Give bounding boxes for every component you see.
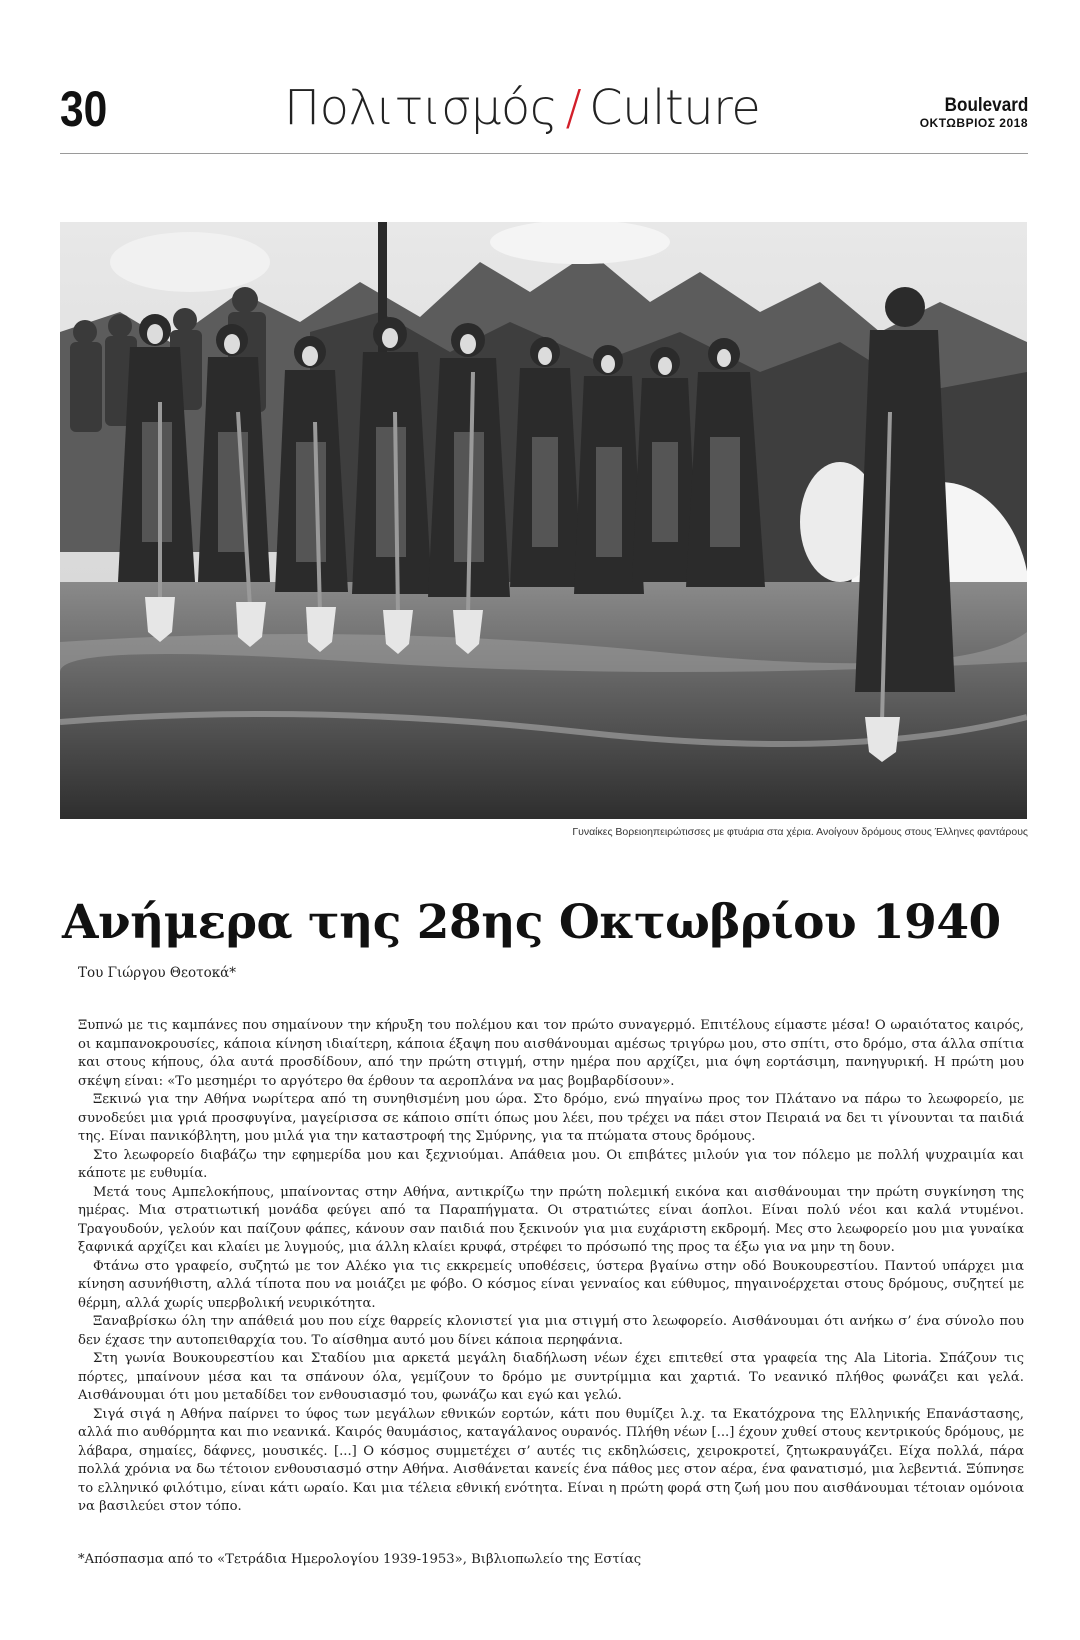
body-paragraph: Σιγά σιγά η Αθήνα παίρνει το ύφος των μεγάλων εθνικών εορτών, κάτι που θυμίζει λ.χ. τα Εκατόχρονα της Ελληνικής Επανάστασης, αλλά πιο αυθόρμητα και πιο νεανικά. Καιρός θαυμάσιος, καταγάλανος ουρανός. Πλήθη νέων [...] έχουν χυθεί στους κεντρικούς δρόμους, με λάβαρα, σημαίες, δάφνες, μουσικές. [...] Ο κόσμος συμμετέχει σ’ αυτές τις εκδηλώσεις, χειροκροτεί, ζητωκραυγάζει. Είχα πολλά, πάρα πολλά χρόνια να δω τέτοιον ενθουσιασμό στην Αθήνα. Αισθάνεται κανείς ένα πάθος μες στον αέρα, ένα φανατισμό, μια λεβεντιά. Ξύπνησε το ελληνικό φιλότιμο, είναι κάτι ωραίο. Και μια τέλεια εθνική ενότητα. Είναι η πρώτη φορά στη ζωή μου που αισθάνουμαι τέτοιαν ομόνοια να βασιλεύει στον τόπο. [78, 1406, 1024, 1514]
article-footnote: *Απόσπασμα από το «Τετράδια Ημερολογίου 1939-1953», Βιβλιοπωλείο της Εστίας [78, 1552, 642, 1567]
section-title-english: Culture [589, 80, 761, 136]
body-paragraph: Μετά τους Αμπελοκήπους, μπαίνοντας στην Αθήνα, αντικρίζω την πρώτη πολεμική εικόνα και αισθάνουμαι την πρώτη συγκίνηση της ημέρας. Μια στρατιωτική μονάδα φεύγει από τα Παραπήγματα. Οι στρατιώτες είναι άοπλοι. Είναι πολύ νέοι και καλά ντυμένοι. Τραγουδούν, γελούν και παίζουν φάπες, κάνουν σαν παιδιά που ξεκινούν για μια ευχάριστη εκδρομή. Μες στο λεωφορείο μου μια γυναίκα ξαφνικά αρχίζει και κλαίει με λυγμούς, μια άλλη κλαίει κρυφά, στρέφει το πρόσωπό της προς τα έξω για να μην τη δουν. [78, 1184, 1024, 1255]
issue-date: ΟΚΤΩΒΡΙΟΣ 2018 [919, 116, 1028, 130]
article-title: Ανήμερα της 28ης Οκτωβρίου 1940 [62, 895, 1001, 951]
article-photo [60, 222, 1027, 819]
page-number: 30 [60, 81, 108, 137]
photo-caption: Γυναίκες Βορειοηπειρώτισσες με φτυάρια στα χέρια. Ανοίγουν δρόμους στους Έλληνες φαντάρους [572, 826, 1028, 838]
article-body [78, 1017, 1024, 1517]
page-header [60, 82, 1028, 152]
publication-name: Boulevard [944, 95, 1028, 116]
publication-masthead [920, 96, 1028, 129]
section-title-greek: Πολιτισμός [284, 80, 558, 136]
header-divider [60, 153, 1028, 154]
body-paragraph: Ξεκινώ για την Αθήνα νωρίτερα από τη συνηθισμένη μου ώρα. Στο δρόμο, ενώ πηγαίνω προς τον Πλάτανο να πάρω το λεωφορείο, με συνοδεύει μια γριά προσφυγίνα, μαγείρισσα σε κάποιο σπίτι όπως μου λέει, που τρέχει να πάει στον Πειραιά να δει τι γίνουνται τα παιδιά της. Είναι πανικόβλητη, μου μιλά για την καταστροφή της Σμύρνης, για τα πτώματα στους δρόμους. [78, 1092, 1024, 1144]
section-separator: / [565, 80, 582, 136]
section-title [284, 80, 761, 136]
article-byline: Του Γιώργου Θεοτοκά* [78, 965, 237, 981]
body-paragraph: Ξυπνώ με τις καμπάνες που σημαίνουν την κήρυξη του πολέμου και τον πρώτο συναγερμό. Επιτέλους είμαστε μέσα! Ο ωραιότατος καιρός, οι καμπανοκρουσίες, κάποια κίνηση ιδιαίτερη, κάποια έξαψη που αισθάνουμαι αμέσως τριγύρω μου, στο σπίτι, στο δρόμο, στα άλλα σπίτια και στους κήπους, όλα αυτά προσδίδουν, από την πρώτη στιγμή, στην ημέρα που αρχίζει, μια όψη εορτάσιμη, πανηγυρική. Η πρώτη μου σκέψη είναι: «Το μεσημέρι το αργότερο θα έρθουν τα αεροπλάνα να μας βομβαρδίσουν». [78, 1018, 1024, 1089]
body-paragraph: Στο λεωφορείο διαβάζω την εφημερίδα μου και ξεχνιούμαι. Απάθεια μου. Οι επιβάτες μιλούν για τον πόλεμο με πολλή ψυχραιμία και κάποτε με ευθυμία. [78, 1147, 1024, 1181]
body-paragraph: Ξαναβρίσκω όλη την απάθειά μου που είχε θαρρείς κλονιστεί για μια στιγμή στο λεωφορείο. Αισθάνουμαι ότι ανήκω σ’ ένα σύνολο που δεν έχασε την αυτοπειθαρχία του. Το αίσθημα αυτό μου δίνει κάποια περηφάνια. [78, 1314, 1024, 1348]
body-paragraph: Φτάνω στο γραφείο, συζητώ με τον Αλέκο για τις εκκρεμείς υποθέσεις, ύστερα βγαίνω στην οδό Βουκουρεστίου. Παντού υπάρχει μια κίνηση ασυνήθιστη, αλλά τίποτα που να μοιάζει με φόβο. Ο κόσμος είναι γενναίος και εύθυμος, πηγαινοέρχεται στους δρόμους, συζητεί με θέρμη, αλλά χωρίς υπερβολική νευρικότητα. [78, 1258, 1024, 1311]
body-paragraph: Στη γωνία Βουκουρεστίου και Σταδίου μια αρκετά μεγάλη διαδήλωση νέων έχει επιτεθεί στα γραφεία της Ala Litoria. Σπάζουν τις πόρτες, μπαίνουν μέσα και τα σπάνουν όλα, γεμίζουν το δρόμο με συντρίμμια και χαρτιά. Το νεανικό πλήθος φωνάζει και γελά. Αισθάνουμαι ότι μου μεταδίδει τον ενθουσιασμό του, φωνάζω και εγώ και γελώ. [78, 1351, 1024, 1403]
